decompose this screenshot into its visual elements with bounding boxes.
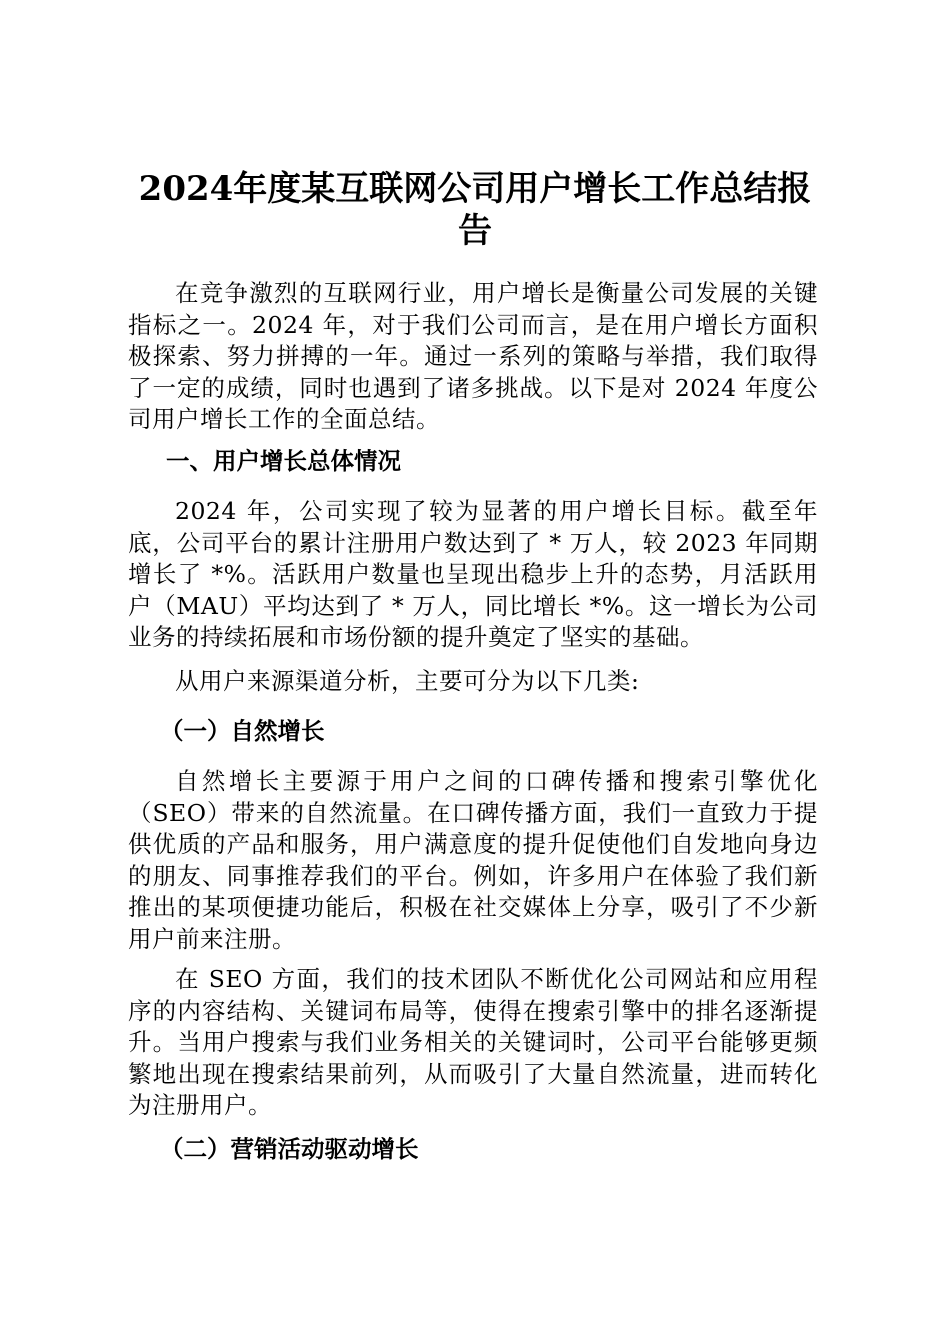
subsection-1-heading: （一）自然增长	[160, 717, 325, 745]
section-1-paragraph-1: 2024 年，公司实现了较为显著的用户增长目标。截至年底，公司平台的累计注册用户数达到了 * 万人，较 2023 年同期增长了 *%。活跃用户数量也呈现出稳步上升的态势，月活跃用户（MAU）平均达到了 * 万人，同比增长 *%。这一增长为公司业务的持续拓展和市场份额的提升奠定了坚实的基础。	[128, 497, 818, 651]
intro-paragraph: 在竞争激烈的互联网行业，用户增长是衡量公司发展的关键指标之一。2024 年，对于我们公司而言，是在用户增长方面积极探索、努力拼搏的一年。通过一系列的策略与举措，我们取得了一定的成绩，同时也遇到了诸多挑战。以下是对 2024 年度公司用户增长工作的全面总结。	[128, 279, 818, 433]
section-1-heading: 一、用户增长总体情况	[166, 447, 401, 475]
document-title: 2024年度某互联网公司用户增长工作总结报告	[138, 169, 812, 251]
section-1-paragraph-2: 从用户来源渠道分析，主要可分为以下几类:	[175, 667, 640, 695]
subsection-1-paragraph-2: 在 SEO 方面，我们的技术团队不断优化公司网站和应用程序的内容结构、关键词布局等，使得在搜索引擎中的排名逐渐提升。当用户搜索与我们业务相关的关键词时，公司平台能够更频繁地出现在搜索结果前列，从而吸引了大量自然流量，进而转化为注册用户。	[128, 965, 818, 1119]
subsection-2-heading: （二）营销活动驱动增长	[160, 1135, 419, 1163]
subsection-1-paragraph-1: 自然增长主要源于用户之间的口碑传播和搜索引擎优化（SEO）带来的自然流量。在口碑传播方面，我们一直致力于提供优质的产品和服务，用户满意度的提升促使他们自发地向身边的朋友、同事推荐我们的平台。例如，许多用户在体验了我们新推出的某项便捷功能后，积极在社交媒体上分享，吸引了不少新用户前来注册。	[128, 767, 818, 953]
